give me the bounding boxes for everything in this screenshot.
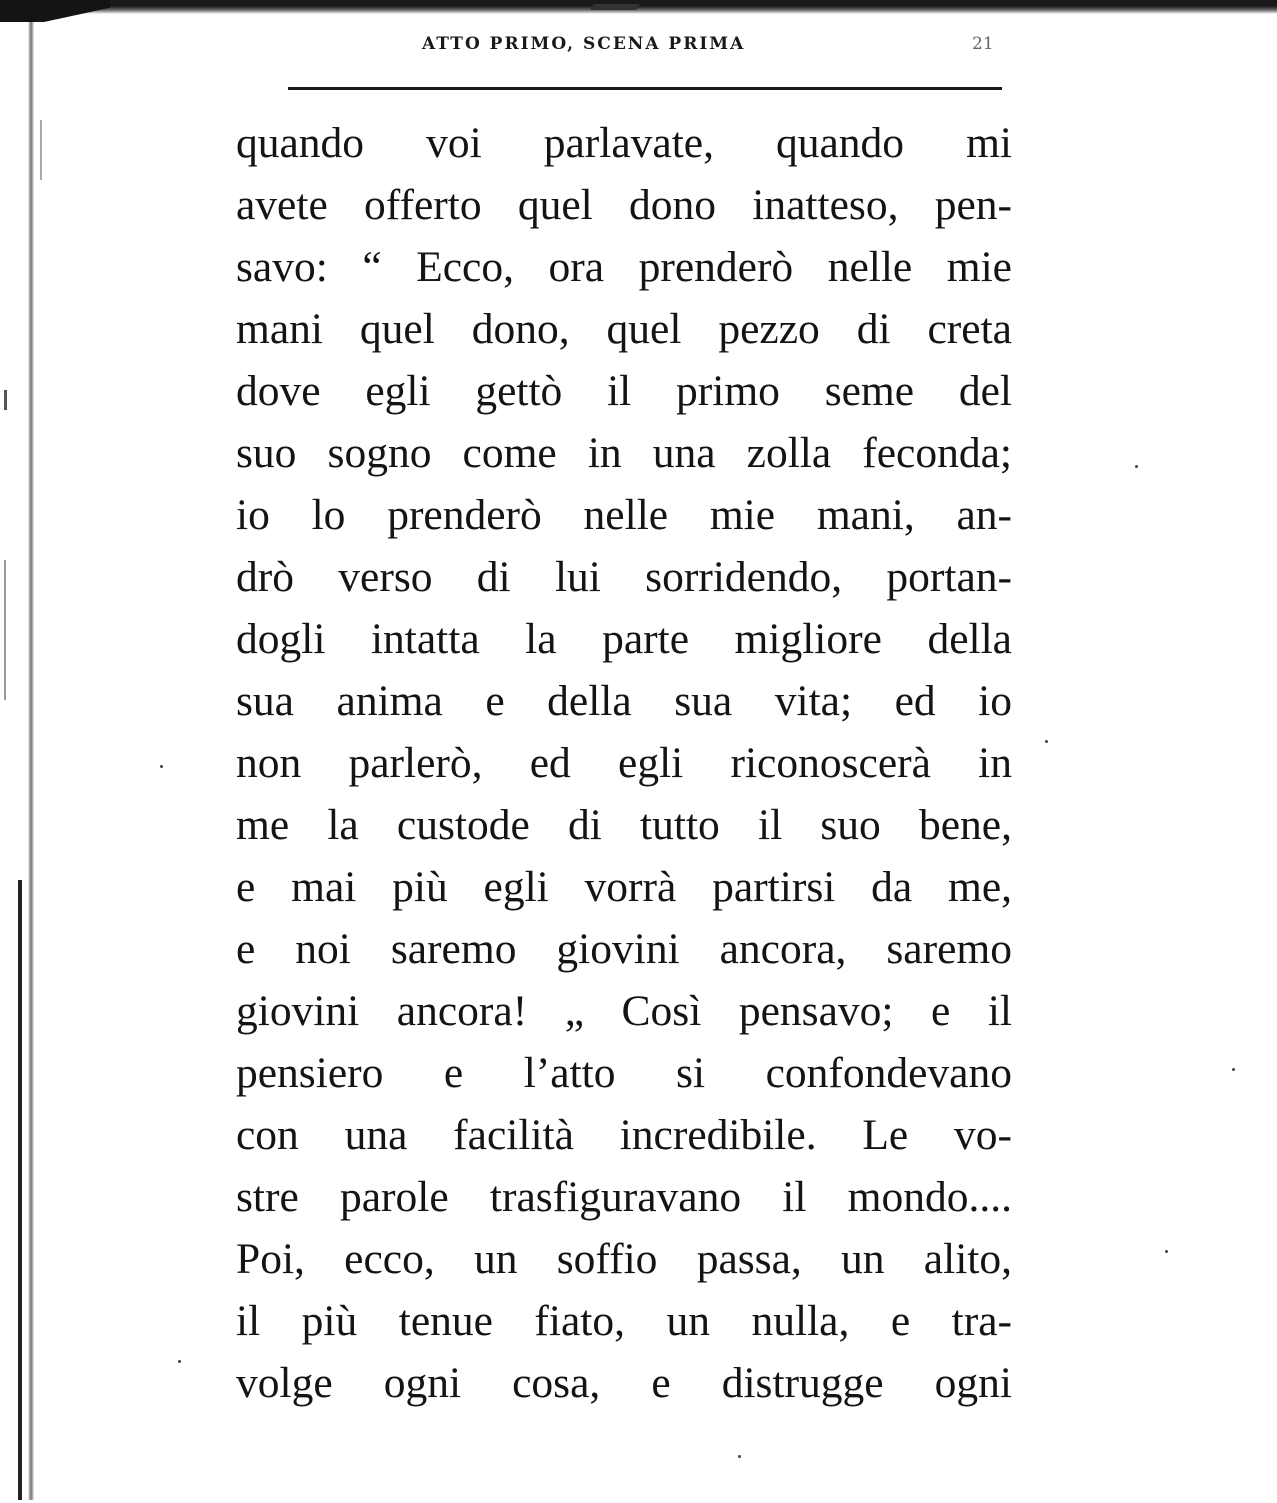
- scan-dust: [1165, 1250, 1168, 1253]
- text-line: mani quel dono, quel pezzo di creta: [236, 305, 1012, 353]
- text-line: e noi saremo giovini ancora, saremo: [236, 925, 1012, 973]
- text-line: volge ogni cosa, e distrugge ogni: [236, 1359, 1012, 1407]
- text-line: con una facilità incredibile. Le vo-: [236, 1111, 1012, 1159]
- running-title: ATTO PRIMO, SCENA PRIMA: [422, 34, 746, 54]
- scan-dust: [178, 1360, 181, 1363]
- text-line: suo sogno come in una zolla feconda;: [236, 429, 1012, 477]
- scan-dust: [160, 765, 163, 768]
- scan-dust: [1135, 465, 1138, 468]
- scan-speck: [40, 120, 42, 180]
- text-line: e mai più egli vorrà partirsi da me,: [236, 863, 1012, 911]
- scan-speck: [4, 390, 7, 410]
- scan-left-spine-dark: [18, 880, 22, 1500]
- scan-top-mark: [590, 4, 639, 10]
- running-head: [0, 34, 1277, 58]
- scan-dust: [738, 1455, 741, 1458]
- scan-left-spine: [28, 20, 34, 1500]
- scan-speck: [4, 560, 6, 700]
- text-line: stre parole trasfiguravano il mondo....: [236, 1173, 1012, 1221]
- text-line: pensiero e l’atto si confondevano: [236, 1049, 1012, 1097]
- scan-top-edge: [0, 0, 1277, 14]
- text-line: non parlerò, ed egli riconoscerà in: [236, 739, 1012, 787]
- text-line: drò verso di lui sorridendo, portan-: [236, 553, 1012, 601]
- text-line: avete offerto quel dono inatteso, pen-: [236, 181, 1012, 229]
- text-line: Poi, ecco, un soffio passa, un alito,: [236, 1235, 1012, 1283]
- text-line: dogli intatta la parte migliore della: [236, 615, 1012, 663]
- text-line: giovini ancora! „ Così pensavo; e il: [236, 987, 1012, 1035]
- scan-corner-shadow: [0, 0, 110, 22]
- text-line: me la custode di tutto il suo bene,: [236, 801, 1012, 849]
- header-rule: [288, 87, 1002, 90]
- text-line: dove egli gettò il primo seme del: [236, 367, 1012, 415]
- text-line: savo: “ Ecco, ora prenderò nelle mie: [236, 243, 1012, 291]
- text-line: io lo prenderò nelle mie mani, an-: [236, 491, 1012, 539]
- text-line: sua anima e della sua vita; ed io: [236, 677, 1012, 725]
- text-line: il più tenue fiato, un nulla, e tra-: [236, 1297, 1012, 1345]
- scan-dust: [1045, 740, 1048, 743]
- body-text: [236, 112, 1012, 1414]
- page-number: 21: [972, 34, 994, 54]
- text-line: quando voi parlavate, quando mi: [236, 119, 1012, 167]
- scan-dust: [1232, 1068, 1235, 1071]
